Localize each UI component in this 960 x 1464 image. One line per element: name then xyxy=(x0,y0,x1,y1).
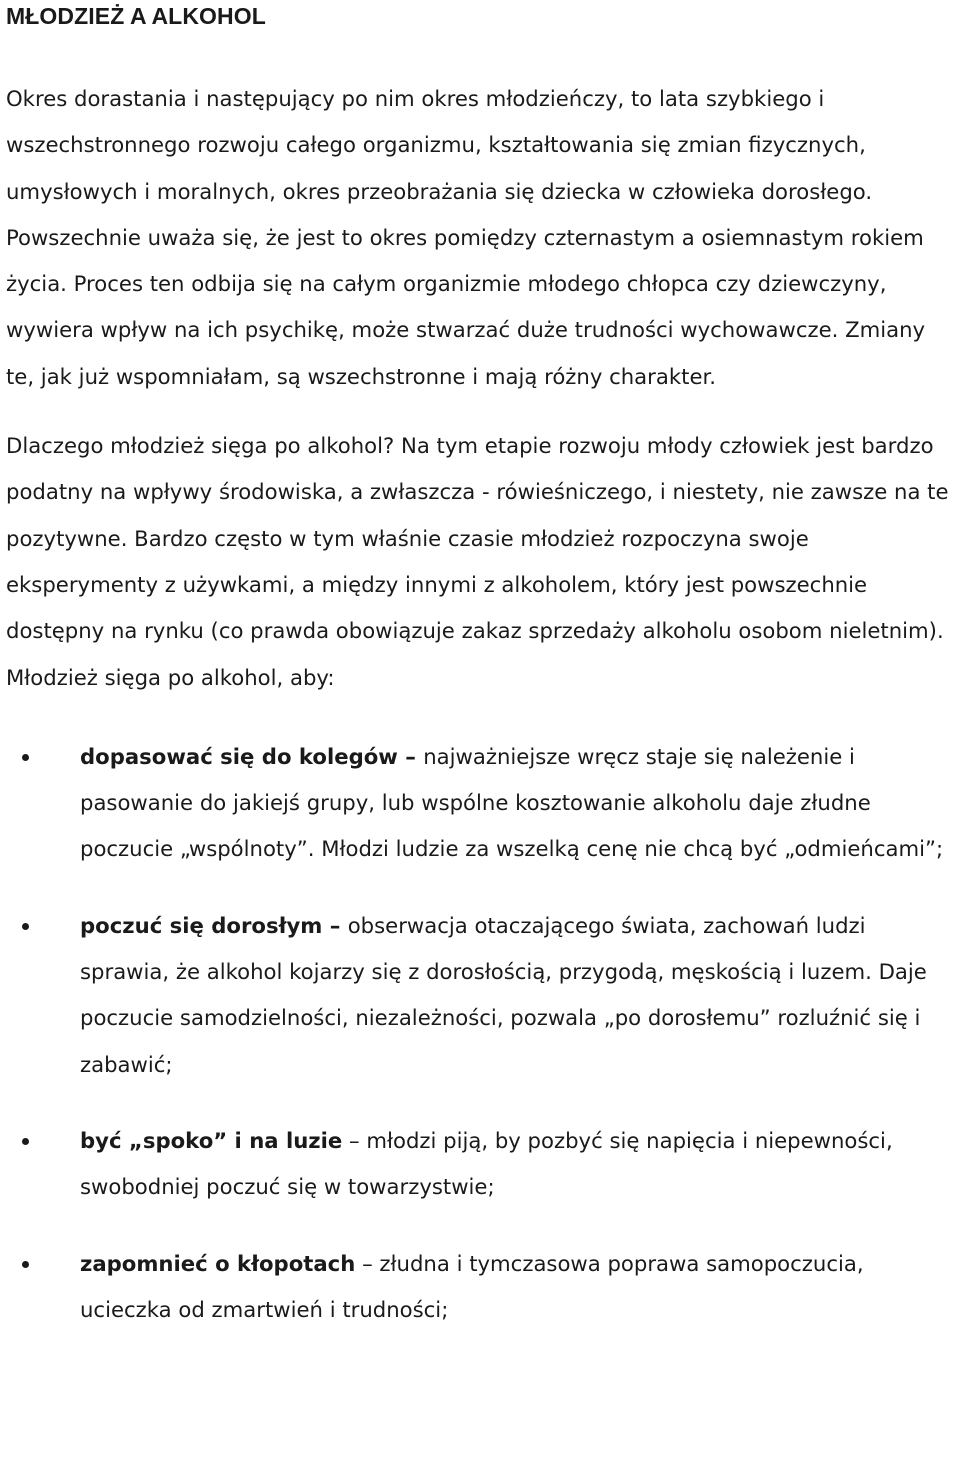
paragraph-intro: Okres dorastania i następujący po nim okres młodzieńczy, to lata szybkiego i wszechstronnego rozwoju całego organizmu, kształtowania się zmian fizycznych, umysłowych i moralnych, okres przeobrażania się dziecka w człowieka dorosłego. Powszechnie uważa się, że jest to okres pomiędzy czternastym a osiemnastym rokiem życia. Proces ten odbija się na całym organizmie młodego chłopca czy dziewczyny, wywiera wpływ na ich psychikę, może stwarzać duże trudności wychowawcze. Zmiany te, jak już wspomniałam, są wszechstronne i mają różny charakter. xyxy=(6,86,926,389)
list-item-lead: dopasować się do kolegów xyxy=(80,743,398,769)
list-item-dash: – xyxy=(397,743,424,769)
list-item-text: młodzi piją, by pozbyć się napięcia i niepewności, swobodniej poczuć się w towarzystwie; xyxy=(80,1127,893,1200)
paragraph-why: Dlaczego młodzież sięga po alkohol? Na tym etapie rozwoju młody człowiek jest bardzo podatny na wpływy środowiska, a zwłaszcza - rówieśniczego, i niestety, nie zawsze na te pozytywne. Bardzo często w tym właśnie czasie młodzież rozpoczyna swoje eksperymenty z używkami, a między innymi z alkoholem, który jest powszechnie dostępny na rynku (co prawda obowiązuje zakaz sprzedaży alkoholu osobom nieletnim). Młodzież sięga po alkohol, aby: xyxy=(6,433,949,690)
bullet-icon xyxy=(22,1138,29,1145)
bullet-icon xyxy=(22,1261,29,1268)
list-item xyxy=(6,903,952,1088)
list-item-text: najważniejsze wręcz staje się należenie i pasowanie do jakiejś grupy, lub wspólne kosztowanie alkoholu daje złudne poczucie „wspólnoty”. Młodzi ludzie za wszelką cenę nie chcą być „odmieńcami”; xyxy=(80,743,944,862)
bullet-icon xyxy=(22,923,29,930)
list-item-text: obserwacja otaczającego świata, zachowań ludzi sprawia, że alkohol kojarzy się z dorosłością, przygodą, męskością i luzem. Daje poczucie samodzielności, niezależności, pozwala „po dorosłemu” rozluźnić się i zabawić; xyxy=(80,912,927,1077)
list-item-text: złudna i tymczasowa poprawa samopoczucia, ucieczka od zmartwień i trudności; xyxy=(80,1250,864,1322)
bullet-icon xyxy=(22,754,29,761)
document-title: MŁODZIEŻ A ALKOHOL xyxy=(6,3,266,29)
list-item-lead: być „spoko” i na luzie xyxy=(80,1127,343,1153)
list-item-lead: zapomnieć o kłopotach xyxy=(80,1250,356,1276)
list-item-dash: – xyxy=(322,912,348,938)
list-item xyxy=(6,734,952,873)
reasons-list xyxy=(6,734,952,1333)
list-item-dash: – xyxy=(342,1127,367,1153)
list-item-lead: poczuć się dorosłym xyxy=(80,912,323,938)
list-item xyxy=(6,1241,952,1334)
list-item xyxy=(6,1118,952,1211)
list-item-dash: – xyxy=(355,1250,380,1276)
